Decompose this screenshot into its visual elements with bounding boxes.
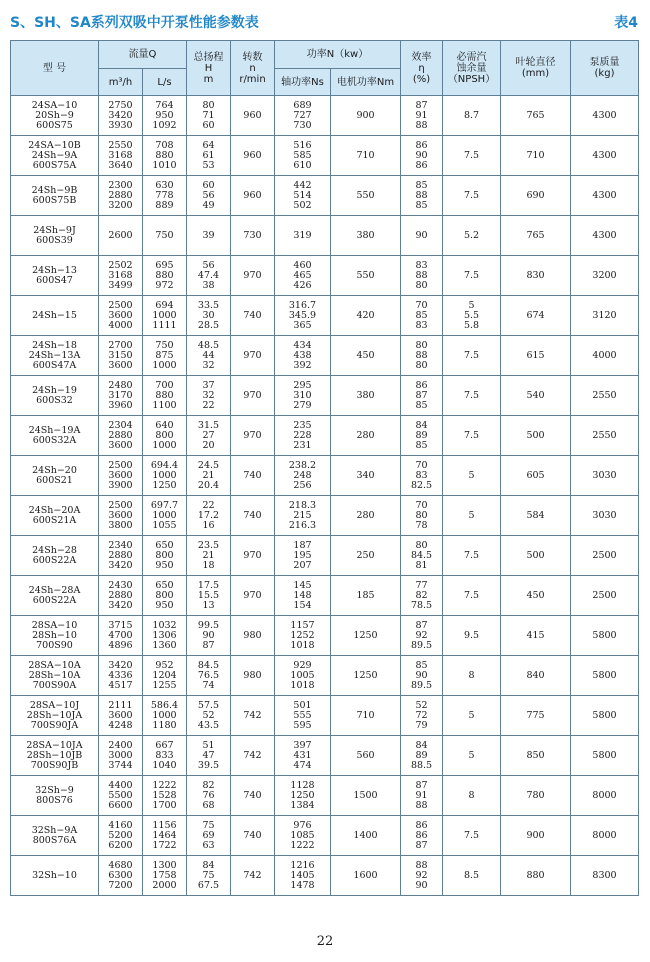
cell-flow-ls: 764 950 1092 [143,96,187,136]
table-row [11,416,639,456]
cell-pump-mass: 8000 [571,816,639,856]
cell-motor-power: 380 [331,376,401,416]
header-flow: 流量Q [99,41,187,69]
cell-speed: 960 [231,176,275,216]
cell-impeller-diameter: 780 [501,776,571,816]
cell-shaft-power: 516 585 610 [275,136,331,176]
cell-npsh: 7.5 [443,416,501,456]
cell-head: 60 56 49 [187,176,231,216]
cell-speed: 970 [231,576,275,616]
cell-head: 31.5 27 20 [187,416,231,456]
cell-npsh: 7.5 [443,256,501,296]
cell-pump-mass: 4300 [571,136,639,176]
cell-head: 56 47.4 38 [187,256,231,296]
cell-shaft-power: 145 148 154 [275,576,331,616]
cell-head: 84.5 76.5 74 [187,656,231,696]
pump-spec-table [10,40,639,896]
cell-impeller-diameter: 775 [501,696,571,736]
cell-npsh: 5 5.5 5.8 [443,296,501,336]
header-power: 功率N（kw） [275,41,401,69]
cell-motor-power: 1250 [331,656,401,696]
cell-speed: 742 [231,696,275,736]
cell-speed: 970 [231,416,275,456]
cell-model: 28SA−10 28Sh−10 700S90 [11,616,99,656]
cell-flow-m3h: 4400 5500 6600 [99,776,143,816]
cell-shaft-power: 187 195 207 [275,536,331,576]
cell-impeller-diameter: 765 [501,96,571,136]
cell-speed: 970 [231,536,275,576]
cell-impeller-diameter: 615 [501,336,571,376]
cell-npsh: 7.5 [443,176,501,216]
cell-shaft-power: 460 465 426 [275,256,331,296]
cell-impeller-diameter: 584 [501,496,571,536]
cell-flow-m3h: 2304 2880 3600 [99,416,143,456]
table-body [11,96,639,896]
cell-flow-m3h: 2502 3168 3499 [99,256,143,296]
table-row [11,176,639,216]
cell-flow-ls: 697.7 1000 1055 [143,496,187,536]
cell-flow-m3h: 2480 3170 3960 [99,376,143,416]
cell-flow-ls: 700 880 1100 [143,376,187,416]
cell-head: 33.5 30 28.5 [187,296,231,336]
cell-pump-mass: 2500 [571,536,639,576]
header-efficiency: 效率 η (%) [401,41,443,96]
cell-flow-m3h: 3420 4336 4517 [99,656,143,696]
cell-flow-ls: 640 800 1000 [143,416,187,456]
cell-shaft-power: 1216 1405 1478 [275,856,331,896]
cell-npsh: 8.5 [443,856,501,896]
cell-flow-m3h: 3715 4700 4896 [99,616,143,656]
cell-pump-mass: 2550 [571,416,639,456]
cell-impeller-diameter: 450 [501,576,571,616]
table-row [11,96,639,136]
cell-flow-ls: 708 880 1010 [143,136,187,176]
cell-head: 37 32 22 [187,376,231,416]
cell-model: 32Sh−9A 800S76A [11,816,99,856]
cell-impeller-diameter: 605 [501,456,571,496]
cell-shaft-power: 238.2 248 256 [275,456,331,496]
cell-flow-m3h: 4160 5200 6200 [99,816,143,856]
cell-head: 99.5 90 87 [187,616,231,656]
header-flow-ls: L/s [143,69,187,96]
cell-npsh: 5.2 [443,216,501,256]
cell-flow-ls: 586.4 1000 1180 [143,696,187,736]
cell-motor-power: 450 [331,336,401,376]
cell-motor-power: 1400 [331,816,401,856]
cell-head: 75 69 63 [187,816,231,856]
cell-head: 51 47 39.5 [187,736,231,776]
cell-flow-m3h: 2500 3600 3800 [99,496,143,536]
cell-efficiency: 85 90 89.5 [401,656,443,696]
cell-flow-ls: 750 [143,216,187,256]
cell-pump-mass: 8300 [571,856,639,896]
cell-head: 17.5 15.5 13 [187,576,231,616]
cell-head: 39 [187,216,231,256]
cell-efficiency: 80 84.5 81 [401,536,443,576]
cell-motor-power: 420 [331,296,401,336]
table-row [11,136,639,176]
cell-motor-power: 340 [331,456,401,496]
cell-head: 22 17.2 16 [187,496,231,536]
table-tag: 表4 [614,15,638,31]
cell-pump-mass: 8000 [571,776,639,816]
cell-shaft-power: 316.7 345.9 365 [275,296,331,336]
cell-motor-power: 250 [331,536,401,576]
cell-motor-power: 710 [331,136,401,176]
cell-flow-ls: 952 1204 1255 [143,656,187,696]
cell-npsh: 7.5 [443,376,501,416]
cell-efficiency: 90 [401,216,443,256]
table-row [11,496,639,536]
cell-pump-mass: 3030 [571,496,639,536]
header-pump-mass: 泵质量 (kg) [571,41,639,96]
cell-flow-ls: 650 800 950 [143,576,187,616]
cell-speed: 980 [231,656,275,696]
title-bar [10,12,638,36]
cell-head: 57.5 52 43.5 [187,696,231,736]
cell-flow-ls: 1032 1306 1360 [143,616,187,656]
cell-npsh: 5 [443,456,501,496]
cell-npsh: 5 [443,696,501,736]
table-row [11,696,639,736]
cell-pump-mass: 3120 [571,296,639,336]
table-row [11,456,639,496]
header-flow-m3h: m³/h [99,69,143,96]
cell-pump-mass: 4300 [571,176,639,216]
cell-speed: 970 [231,376,275,416]
table-row [11,376,639,416]
cell-npsh: 8 [443,656,501,696]
cell-flow-ls: 750 875 1000 [143,336,187,376]
cell-motor-power: 1250 [331,616,401,656]
header-speed: 转数 n r/min [231,41,275,96]
cell-flow-ls: 1222 1528 1700 [143,776,187,816]
table-row [11,536,639,576]
cell-efficiency: 70 83 82.5 [401,456,443,496]
cell-model: 24Sh−9J 600S39 [11,216,99,256]
table-row [11,576,639,616]
cell-pump-mass: 5800 [571,696,639,736]
cell-npsh: 8.7 [443,96,501,136]
cell-motor-power: 560 [331,736,401,776]
cell-efficiency: 87 91 88 [401,776,443,816]
cell-flow-m3h: 4680 6300 7200 [99,856,143,896]
cell-impeller-diameter: 880 [501,856,571,896]
cell-pump-mass: 5800 [571,736,639,776]
cell-model: 24Sh−28 600S22A [11,536,99,576]
cell-impeller-diameter: 690 [501,176,571,216]
cell-flow-m3h: 2300 2880 3200 [99,176,143,216]
cell-efficiency: 84 89 85 [401,416,443,456]
cell-motor-power: 550 [331,256,401,296]
table-row [11,776,639,816]
cell-head: 84 75 67.5 [187,856,231,896]
cell-speed: 960 [231,96,275,136]
cell-npsh: 7.5 [443,576,501,616]
cell-npsh: 5 [443,496,501,536]
cell-npsh: 7.5 [443,816,501,856]
cell-npsh: 5 [443,736,501,776]
cell-speed: 970 [231,256,275,296]
table-row [11,216,639,256]
cell-flow-m3h: 2500 3600 3900 [99,456,143,496]
cell-npsh: 9.5 [443,616,501,656]
cell-impeller-diameter: 765 [501,216,571,256]
cell-model: 32Sh−10 [11,856,99,896]
cell-shaft-power: 218.3 215 216.3 [275,496,331,536]
cell-flow-m3h: 2400 3000 3744 [99,736,143,776]
cell-model: 28SA−10JA 28Sh−10JB 700S90JB [11,736,99,776]
cell-speed: 980 [231,616,275,656]
cell-head: 64 61 53 [187,136,231,176]
cell-shaft-power: 442 514 502 [275,176,331,216]
table-row [11,816,639,856]
cell-efficiency: 52 72 79 [401,696,443,736]
cell-shaft-power: 929 1005 1018 [275,656,331,696]
table-row [11,256,639,296]
cell-pump-mass: 5800 [571,616,639,656]
table-row [11,616,639,656]
cell-pump-mass: 3030 [571,456,639,496]
cell-motor-power: 550 [331,176,401,216]
table-row [11,656,639,696]
cell-efficiency: 85 88 85 [401,176,443,216]
cell-shaft-power: 689 727 730 [275,96,331,136]
cell-shaft-power: 319 [275,216,331,256]
cell-shaft-power: 1128 1250 1384 [275,776,331,816]
cell-motor-power: 280 [331,496,401,536]
header-shaft-power: 轴功率Ns [275,69,331,96]
cell-speed: 970 [231,336,275,376]
cell-model: 28SA−10A 28Sh−10A 700S90A [11,656,99,696]
cell-shaft-power: 397 431 474 [275,736,331,776]
cell-efficiency: 87 92 89.5 [401,616,443,656]
cell-flow-ls: 694 1000 1111 [143,296,187,336]
cell-npsh: 8 [443,776,501,816]
table-row [11,856,639,896]
cell-model: 24Sh−13 600S47 [11,256,99,296]
cell-efficiency: 86 90 86 [401,136,443,176]
cell-impeller-diameter: 674 [501,296,571,336]
cell-efficiency: 83 88 80 [401,256,443,296]
cell-head: 23.5 21 18 [187,536,231,576]
cell-flow-m3h: 2500 3600 4000 [99,296,143,336]
cell-flow-m3h: 2111 3600 4248 [99,696,143,736]
cell-shaft-power: 501 555 595 [275,696,331,736]
cell-impeller-diameter: 840 [501,656,571,696]
page-number: 22 [316,934,334,949]
cell-efficiency: 86 86 87 [401,816,443,856]
cell-model: 24SA−10B 24Sh−9A 600S75A [11,136,99,176]
cell-flow-ls: 667 833 1040 [143,736,187,776]
cell-model: 24Sh−19A 600S32A [11,416,99,456]
cell-model: 24Sh−28A 600S22A [11,576,99,616]
cell-flow-ls: 695 880 972 [143,256,187,296]
cell-shaft-power: 235 228 231 [275,416,331,456]
cell-motor-power: 1600 [331,856,401,896]
cell-pump-mass: 5800 [571,656,639,696]
header-motor-power: 电机功率Nm [331,69,401,96]
cell-shaft-power: 434 438 392 [275,336,331,376]
cell-model: 24Sh−9B 600S75B [11,176,99,216]
cell-pump-mass: 4300 [571,216,639,256]
page-title: S、SH、SA系列双吸中开泵性能参数表 [10,15,259,31]
cell-model: 24Sh−20A 600S21A [11,496,99,536]
cell-pump-mass: 4300 [571,96,639,136]
cell-efficiency: 70 80 78 [401,496,443,536]
cell-shaft-power: 1157 1252 1018 [275,616,331,656]
cell-head: 82 76 68 [187,776,231,816]
cell-speed: 740 [231,296,275,336]
cell-speed: 730 [231,216,275,256]
cell-impeller-diameter: 830 [501,256,571,296]
cell-efficiency: 86 87 85 [401,376,443,416]
cell-flow-ls: 630 778 889 [143,176,187,216]
header-model: 型 号 [11,41,99,96]
cell-flow-m3h: 2340 2880 3420 [99,536,143,576]
cell-impeller-diameter: 500 [501,536,571,576]
cell-speed: 740 [231,456,275,496]
cell-speed: 740 [231,816,275,856]
cell-motor-power: 900 [331,96,401,136]
cell-flow-m3h: 2430 2880 3420 [99,576,143,616]
cell-efficiency: 80 88 80 [401,336,443,376]
cell-speed: 960 [231,136,275,176]
cell-flow-m3h: 2600 [99,216,143,256]
cell-model: 24SA−10 20Sh−9 600S75 [11,96,99,136]
cell-shaft-power: 976 1085 1222 [275,816,331,856]
cell-flow-ls: 650 800 950 [143,536,187,576]
cell-flow-ls: 694.4 1000 1250 [143,456,187,496]
cell-efficiency: 70 85 83 [401,296,443,336]
cell-impeller-diameter: 900 [501,816,571,856]
cell-flow-ls: 1300 1758 2000 [143,856,187,896]
header-npsh: 必需汽 蚀余量 （NPSH） [443,41,501,96]
table-row [11,336,639,376]
cell-speed: 742 [231,856,275,896]
cell-flow-m3h: 2750 3420 3930 [99,96,143,136]
cell-speed: 740 [231,776,275,816]
cell-motor-power: 1500 [331,776,401,816]
cell-head: 80 71 60 [187,96,231,136]
cell-pump-mass: 2500 [571,576,639,616]
cell-model: 24Sh−18 24Sh−13A 600S47A [11,336,99,376]
cell-model: 32Sh−9 800S76 [11,776,99,816]
cell-impeller-diameter: 415 [501,616,571,656]
cell-pump-mass: 4000 [571,336,639,376]
cell-motor-power: 710 [331,696,401,736]
cell-motor-power: 280 [331,416,401,456]
cell-flow-m3h: 2550 3168 3640 [99,136,143,176]
cell-impeller-diameter: 710 [501,136,571,176]
cell-motor-power: 380 [331,216,401,256]
cell-model: 24Sh−19 600S32 [11,376,99,416]
cell-npsh: 7.5 [443,136,501,176]
header-impeller-diameter: 叶轮直径 (mm) [501,41,571,96]
cell-efficiency: 88 92 90 [401,856,443,896]
cell-npsh: 7.5 [443,536,501,576]
cell-flow-m3h: 2700 3150 3600 [99,336,143,376]
cell-shaft-power: 295 310 279 [275,376,331,416]
cell-impeller-diameter: 540 [501,376,571,416]
table-row [11,736,639,776]
cell-impeller-diameter: 850 [501,736,571,776]
cell-efficiency: 87 91 88 [401,96,443,136]
header-head: 总扬程 H m [187,41,231,96]
cell-efficiency: 77 82 78.5 [401,576,443,616]
cell-efficiency: 84 89 88.5 [401,736,443,776]
cell-head: 24.5 21 20.4 [187,456,231,496]
cell-motor-power: 185 [331,576,401,616]
cell-head: 48.5 44 32 [187,336,231,376]
cell-flow-ls: 1156 1464 1722 [143,816,187,856]
table-row [11,296,639,336]
cell-speed: 740 [231,496,275,536]
cell-impeller-diameter: 500 [501,416,571,456]
cell-pump-mass: 2550 [571,376,639,416]
cell-model: 24Sh−15 [11,296,99,336]
cell-model: 28SA−10J 28Sh−10JA 700S90JA [11,696,99,736]
cell-speed: 742 [231,736,275,776]
cell-npsh: 7.5 [443,336,501,376]
cell-model: 24Sh−20 600S21 [11,456,99,496]
cell-pump-mass: 3200 [571,256,639,296]
